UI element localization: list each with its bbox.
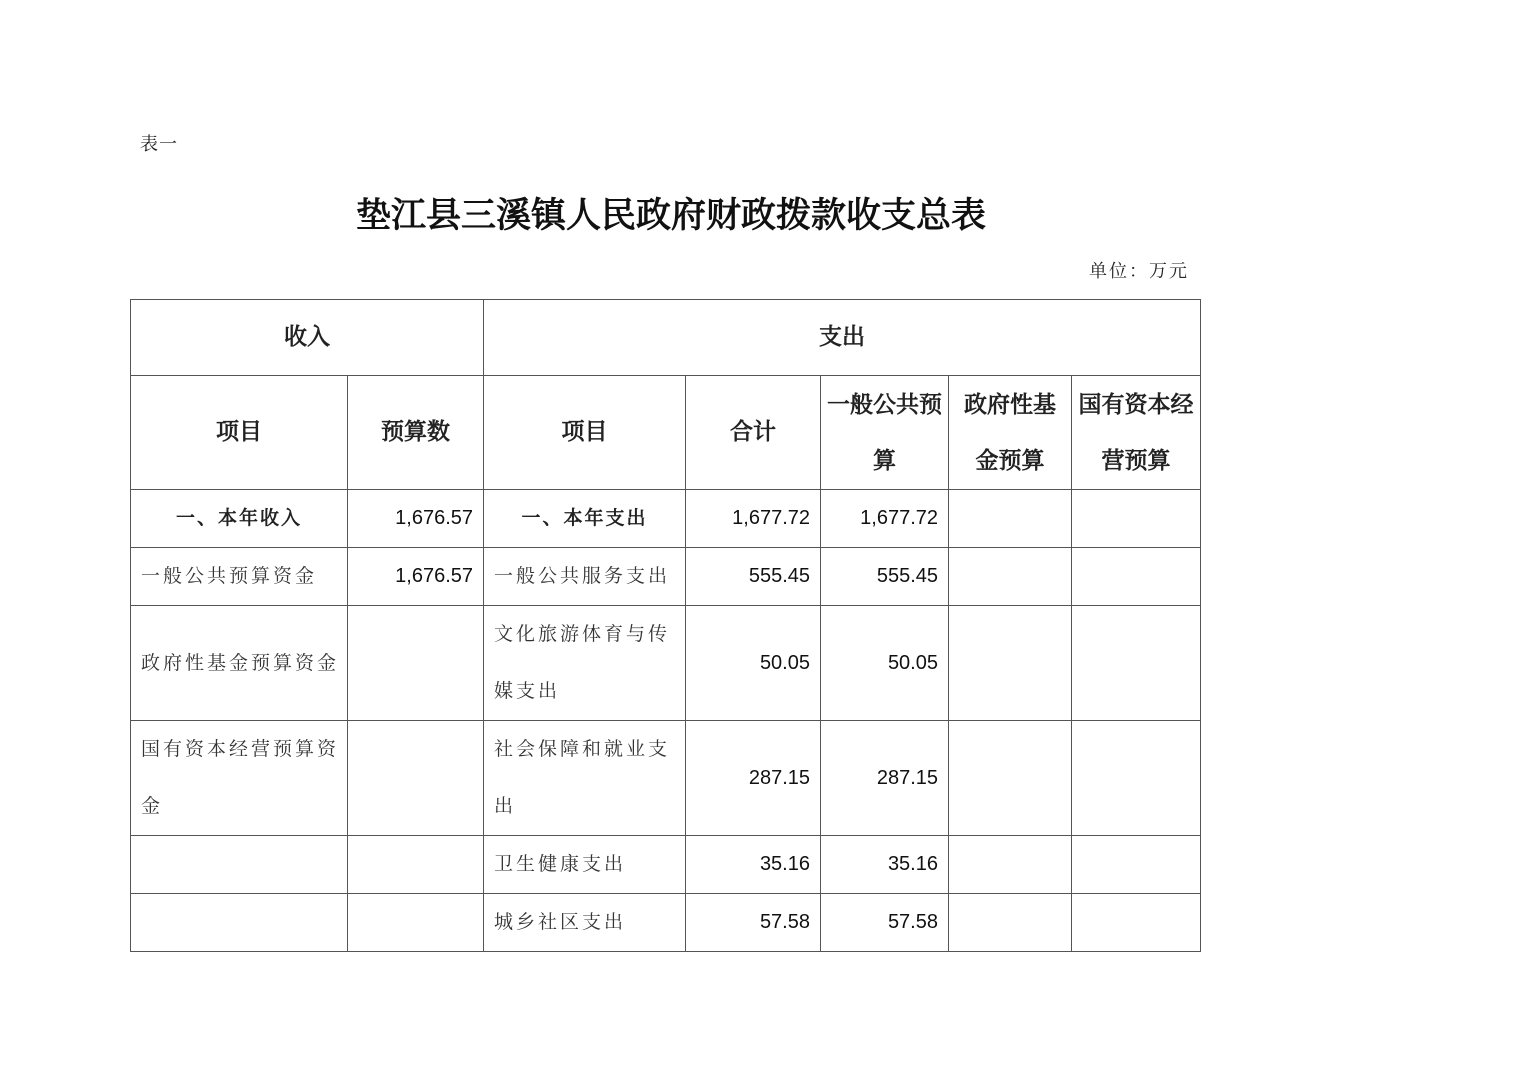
- exp-total-cell: 35.16: [686, 836, 821, 894]
- income-budget-cell: 1,676.57: [348, 548, 484, 606]
- exp-state-cell: [1072, 836, 1201, 894]
- exp-fund-header-text: 政府性基金预算: [964, 391, 1056, 474]
- exp-general-cell: 287.15: [821, 721, 949, 836]
- income-budget-cell: [348, 836, 484, 894]
- exp-fund-cell: [949, 606, 1072, 721]
- exp-fund-cell: [949, 548, 1072, 606]
- exp-state-cell: [1072, 548, 1201, 606]
- income-budget-cell: [348, 721, 484, 836]
- exp-general-header: [821, 376, 949, 490]
- exp-general-header-text: 一般公共预算: [827, 391, 942, 474]
- exp-item-cell: 卫生健康支出: [484, 836, 686, 894]
- exp-item-cell: 城乡社区支出: [484, 894, 686, 952]
- unit-label: 单位：万元: [1089, 261, 1189, 282]
- table-label: 表一: [140, 134, 178, 155]
- income-header: 收入: [131, 300, 484, 376]
- table-row: [131, 836, 1201, 894]
- exp-item-cell: 社会保障和就业支出: [484, 721, 686, 836]
- exp-general-cell: 50.05: [821, 606, 949, 721]
- exp-total-cell: 50.05: [686, 606, 821, 721]
- exp-total-cell: 57.58: [686, 894, 821, 952]
- exp-total-cell: 555.45: [686, 548, 821, 606]
- header-row-1: [131, 300, 1201, 376]
- income-item-cell: 国有资本经营预算资金: [131, 721, 348, 836]
- income-item-cell: 一般公共预算资金: [131, 548, 348, 606]
- income-item-cell: [131, 894, 348, 952]
- exp-general-cell: 555.45: [821, 548, 949, 606]
- income-budget-cell: [348, 894, 484, 952]
- exp-fund-cell: [949, 894, 1072, 952]
- exp-state-cell: [1072, 894, 1201, 952]
- document-title: 垫江县三溪镇人民政府财政拨款收支总表: [356, 195, 987, 236]
- exp-general-cell: 57.58: [821, 894, 949, 952]
- income-budget-cell: 1,676.57: [348, 490, 484, 548]
- exp-state-header-text: 国有资本经营预算: [1078, 391, 1194, 474]
- table-row: [131, 548, 1201, 606]
- exp-item-cell: 一般公共服务支出: [484, 548, 686, 606]
- exp-state-cell: [1072, 606, 1201, 721]
- expenditure-header: 支出: [484, 300, 1201, 376]
- table-row: [131, 721, 1201, 836]
- exp-state-cell: [1072, 490, 1201, 548]
- exp-total-cell: 287.15: [686, 721, 821, 836]
- budget-table: [130, 299, 1201, 952]
- exp-total-header: 合计: [686, 376, 821, 490]
- exp-general-cell: 35.16: [821, 836, 949, 894]
- exp-item-header: 项目: [484, 376, 686, 490]
- exp-item-cell: 文化旅游体育与传媒支出: [484, 606, 686, 721]
- header-row-2: [131, 376, 1201, 490]
- exp-fund-cell: [949, 721, 1072, 836]
- table-row: [131, 894, 1201, 952]
- table-row: [131, 606, 1201, 721]
- exp-total-cell: 1,677.72: [686, 490, 821, 548]
- exp-fund-header: [949, 376, 1072, 490]
- income-item-cell: 一、本年收入: [131, 490, 348, 548]
- income-item-header: 项目: [131, 376, 348, 490]
- exp-item-cell: 一、本年支出: [484, 490, 686, 548]
- income-budget-header: 预算数: [348, 376, 484, 490]
- exp-state-cell: [1072, 721, 1201, 836]
- income-item-cell: 政府性基金预算资金: [131, 606, 348, 721]
- exp-fund-cell: [949, 490, 1072, 548]
- income-budget-cell: [348, 606, 484, 721]
- table-row: [131, 490, 1201, 548]
- exp-general-cell: 1,677.72: [821, 490, 949, 548]
- income-item-cell: [131, 836, 348, 894]
- exp-state-header: [1072, 376, 1201, 490]
- exp-fund-cell: [949, 836, 1072, 894]
